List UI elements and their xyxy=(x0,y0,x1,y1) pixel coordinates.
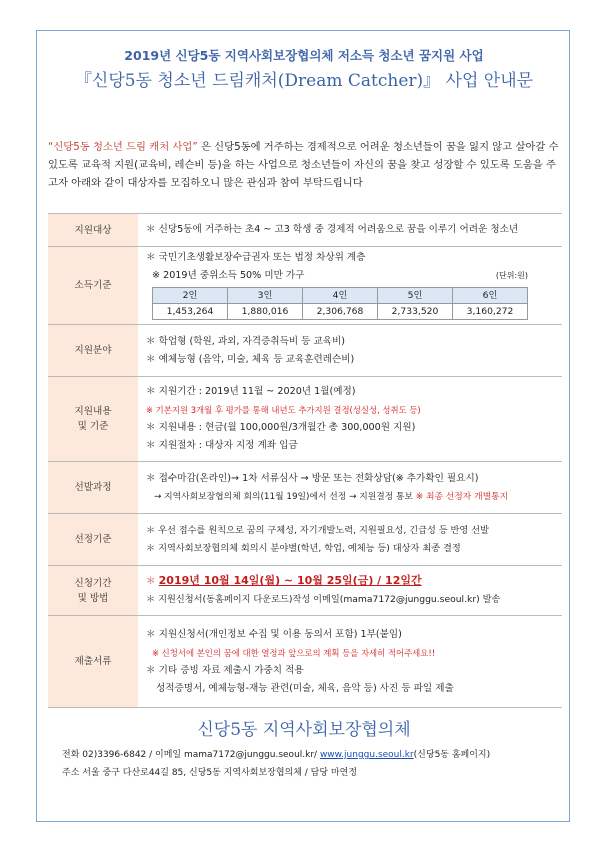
process-line1: ＊ 접수마감(온라인)→ 1차 서류심사 → 방문 또는 전화상담(※ 추가확인 필요시) xyxy=(146,472,479,484)
income-unit: (단위:원) xyxy=(495,271,528,280)
contact-info xyxy=(62,746,490,782)
organization-name: 신당5동 지역사회보장협의체 xyxy=(197,720,411,740)
row-docs xyxy=(48,616,562,708)
target-text: ＊ 신당5동에 거주하는 초4 ~ 고3 학생 중 경제적 어려움으로 꿈을 이루기 어려운 청소년 xyxy=(138,214,562,247)
label-content-2: 및 기준 xyxy=(77,421,109,432)
label-content-1: 지원내용 xyxy=(74,406,112,417)
application-period: 2019년 10월 14일(월) ~ 10월 25일(금) / 12일간 xyxy=(158,574,422,587)
row-process xyxy=(48,462,562,514)
content-line3: ＊ 지원내용 : 현금(월 100,000원/3개월간 총 300,000원 지원) xyxy=(146,422,416,433)
income-value: 1,453,264 xyxy=(153,304,228,320)
docs-line2: ※ 신청서에 본인의 꿈에 대한 열정과 앞으로의 계획 등을 자세히 적어주세요!! xyxy=(152,647,436,658)
field-line1: ＊ 학업형 (학원, 과외, 자격증취득비 등 교육비) xyxy=(146,335,346,347)
label-process: 선발과정 xyxy=(48,462,138,514)
label-docs: 제출서류 xyxy=(48,616,138,708)
field-line2: ＊ 예체능형 (음악, 미술, 체육 등 교육훈련레슨비) xyxy=(146,353,355,365)
intro-body: 은 신당5동에 거주하는 경제적으로 어려운 청소년들이 꿈을 잃지 않고 살아갈 수 있도록 교육적 지원(교육비, 레슨비 등)을 하는 사업으로 청소년들이 자신의 꿈을 찾고 성장할 수 있도록 도움을 주고자 아래와 같이 대상자를 모집하오니 많은 관심과 참여 부탁드립니다 xyxy=(48,141,559,189)
content-line4: ＊ 지원절차 : 대상자 지정 계좌 입금 xyxy=(146,440,298,451)
intro-highlight: “신당5동 청소년 드림 캐처 사업” xyxy=(48,141,198,153)
label-target: 지원대상 xyxy=(48,214,138,247)
contact-prefix: 전화 02)3396-6842 / 이메일 mama7172@junggu.seoul.kr/ xyxy=(62,750,320,760)
docs-line4: 성적증명서, 예체능형-재능 관련(미술, 체육, 음악 등) 사진 등 파일 제출 xyxy=(156,682,454,694)
docs-line3: ＊ 기타 증빙 자료 제출시 가중치 적용 xyxy=(146,664,304,676)
document-subtitle: 2019년 신당5동 지역사회보장협의체 저소득 청소년 꿈지원 사업 xyxy=(124,48,484,63)
homepage-link[interactable]: www.junggu.seoul.kr xyxy=(319,750,414,760)
content-line1: ＊ 지원기간 : 2019년 11월 ~ 2020년 1월(예정) xyxy=(146,386,356,397)
income-line2: ※ 2019년 중위소득 50% 미만 가구 xyxy=(152,270,305,281)
row-target xyxy=(48,214,562,247)
criteria-line1: ＊ 우선 접수를 원칙으로 꿈의 구체성, 자기개발노력, 지원필요성, 긴급성 등 반영 선발 xyxy=(146,524,489,536)
income-value: 2,733,520 xyxy=(378,304,453,320)
label-period-1: 신청기간 xyxy=(74,577,112,589)
docs-line1: ＊ 지원신청서(개인정보 수집 및 이용 동의서 포함) 1부(붙임) xyxy=(146,628,402,640)
criteria-line2: ＊ 지역사회보장협의체 회의시 분야별(학년, 학업, 예체능 등) 대상자 최종 결정 xyxy=(146,542,461,554)
row-income xyxy=(48,247,562,325)
row-criteria xyxy=(48,514,562,566)
income-value: 3,160,272 xyxy=(453,304,528,320)
income-header: 3인 xyxy=(228,288,303,304)
content-line2: ※ 기본지원 3개월 후 평가를 통해 내년도 추가지원 결정(성실성, 성취도 등) xyxy=(146,405,421,415)
row-field xyxy=(48,325,562,377)
process-line2: → 지역사회보장협의체 회의(11월 19일)에서 선정 → 지원결정 통보 xyxy=(154,491,416,502)
contact-suffix: (신당5동 홈페이지) xyxy=(413,750,491,760)
row-content xyxy=(48,377,562,462)
period-prefix: ＊ xyxy=(146,576,159,587)
intro-paragraph xyxy=(48,138,562,192)
income-header: 4인 xyxy=(303,288,378,304)
income-value: 1,880,016 xyxy=(228,304,303,320)
income-value: 2,306,768 xyxy=(303,304,378,320)
income-header: 5인 xyxy=(378,288,453,304)
label-income: 소득기준 xyxy=(48,247,138,325)
info-table xyxy=(48,213,562,708)
address: 주소 서울 중구 다산로44길 85, 신당5동 지역사회보장협의체 / 담당 마연정 xyxy=(62,768,358,778)
label-period-2: 및 방법 xyxy=(77,592,109,604)
period-line2: ＊ 지원신청서(동홈페이지 다운로드)작성 이메일(mama7172@junggu.seoul.kr) 발송 xyxy=(146,594,501,605)
income-table xyxy=(152,287,528,320)
row-period xyxy=(48,566,562,616)
income-header: 6인 xyxy=(453,288,528,304)
income-line1: ＊ 국민기초생활보장수급권자 또는 법정 차상위 계층 xyxy=(146,252,366,263)
label-field: 지원분야 xyxy=(48,325,138,377)
document-title: 『신당5동 청소년 드림캐처(Dream Catcher)』 사업 안내문 xyxy=(74,71,534,91)
process-notice: ※ 최종 선정자 개별통지 xyxy=(415,491,509,502)
income-header: 2인 xyxy=(153,288,228,304)
label-criteria: 선정기준 xyxy=(48,514,138,566)
